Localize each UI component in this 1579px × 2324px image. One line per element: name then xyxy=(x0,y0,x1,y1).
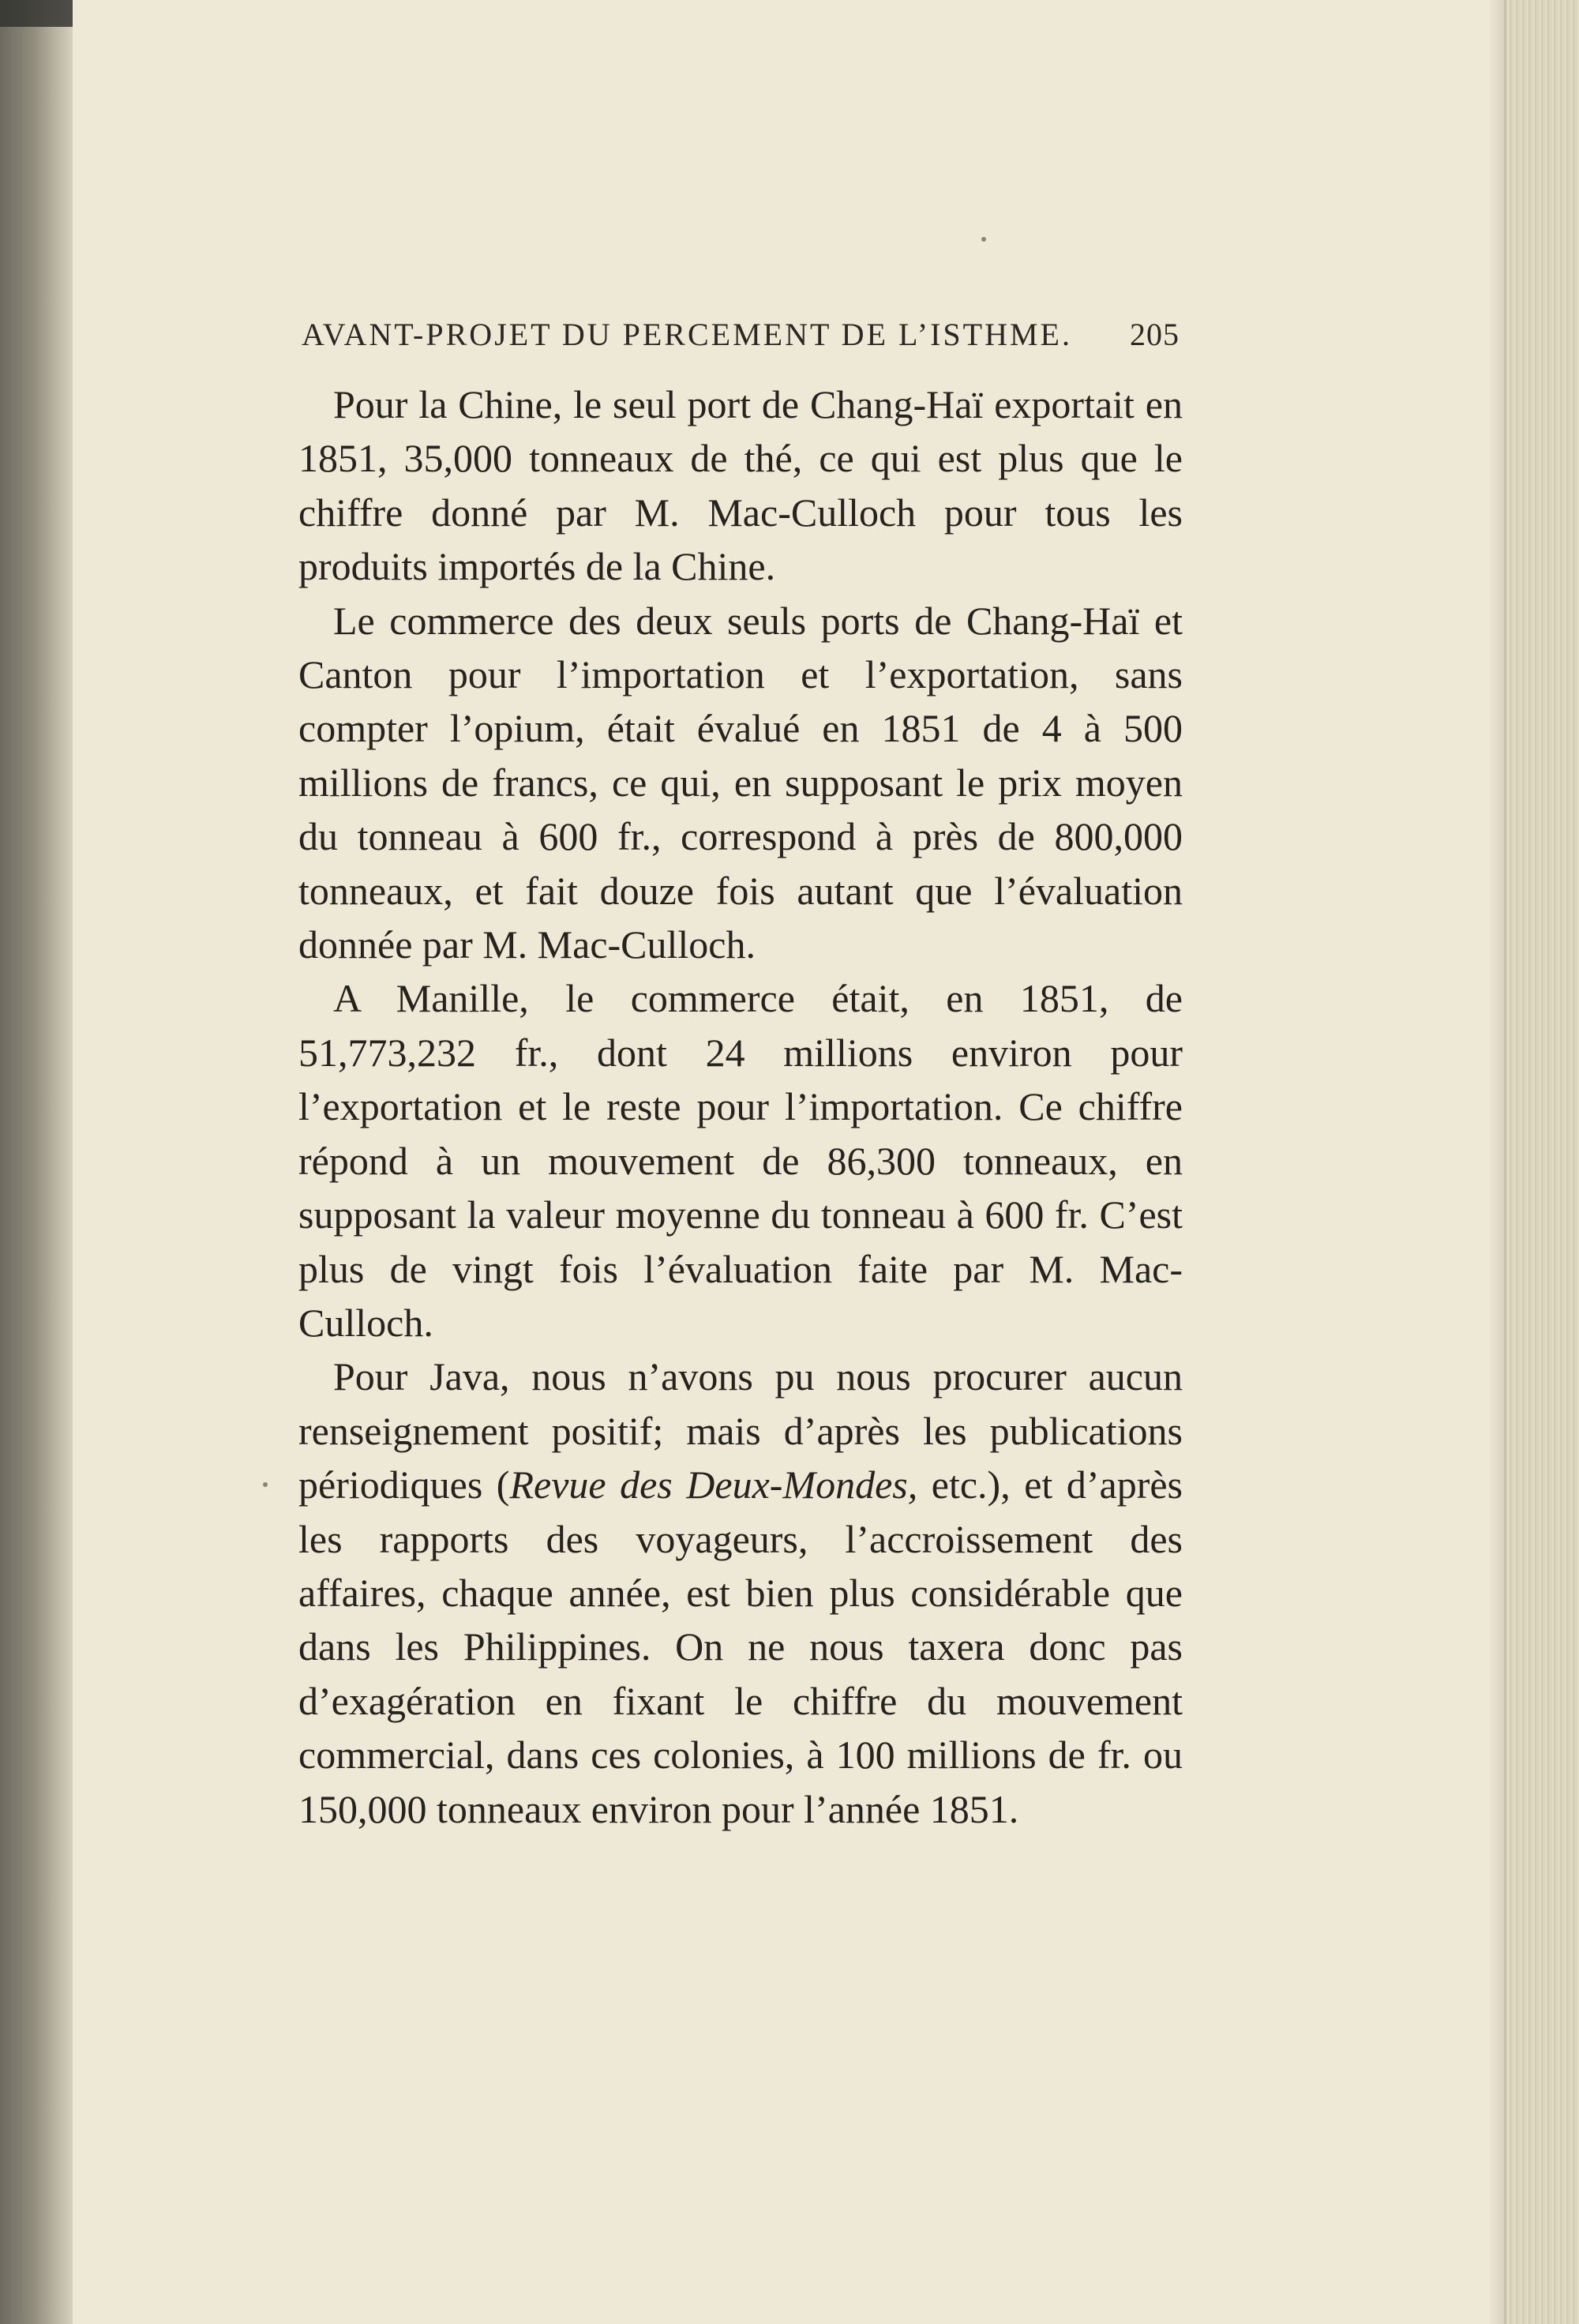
running-head xyxy=(302,316,1180,363)
page-number: 205 xyxy=(1130,317,1180,352)
page-block-edge xyxy=(1504,0,1579,2324)
java-text-before: Pour Java, nous n’avons pu nous procurer aucun renseignement positif; mais d’après les publications périodiques ( xyxy=(298,1354,1183,1507)
paragraph-java xyxy=(298,1350,1183,1836)
book-binding xyxy=(0,0,73,2324)
paragraph-china: Pour la Chine, le seul port de Chang-Haï exportait en 1851, 35,000 tonneaux de thé, ce qui est plus que le chiffre donné par M. Mac-Culloch pour tous les produits importés de la Chine. xyxy=(298,382,1183,589)
java-text-after: etc.), et d’après les rapports des voyageurs, l’accroissement des affaires, chaque année, est bien plus considérable que dans les Philippines. On ne nous taxera donc pas d’exagération en fixant le chiffre du mouvement commercial, dans ces colonies, à 100 millions de fr. ou 150,000 tonneaux environ pour l’année 1851. xyxy=(298,1462,1183,1831)
paper-speck xyxy=(981,237,986,242)
running-head-title: AVANT-PROJET DU PERCEMENT DE L’ISTHME. xyxy=(302,317,1072,352)
body-text xyxy=(298,377,1183,1836)
paragraph-canton: Le commerce des deux seuls ports de Chang-Haï et Canton pour l’importation et l’exportation, sans compter l’opium, était évalué en 1851 de 4 à 500 millions de francs, ce qui, en supposant le prix moyen du tonneau à 600 fr., correspond à près de 800,000 tonneaux, et fait douze fois autant que l’évaluation donnée par M. Mac-Culloch. xyxy=(298,598,1183,967)
journal-title: Revue des Deux-Mondes, xyxy=(509,1462,918,1507)
paragraph-manille: A Manille, le commerce était, en 1851, de 51,773,232 fr., dont 24 millions environ pour l’exportation et le reste pour l’importation. Ce chiffre répond à un mouvement de 86,300 tonneaux, en supposant la valeur moyenne du tonneau à 600 fr. C’est plus de vingt fois l’évaluation faite par M. Mac-Culloch. xyxy=(298,976,1183,1345)
paper-speck xyxy=(263,1482,268,1487)
